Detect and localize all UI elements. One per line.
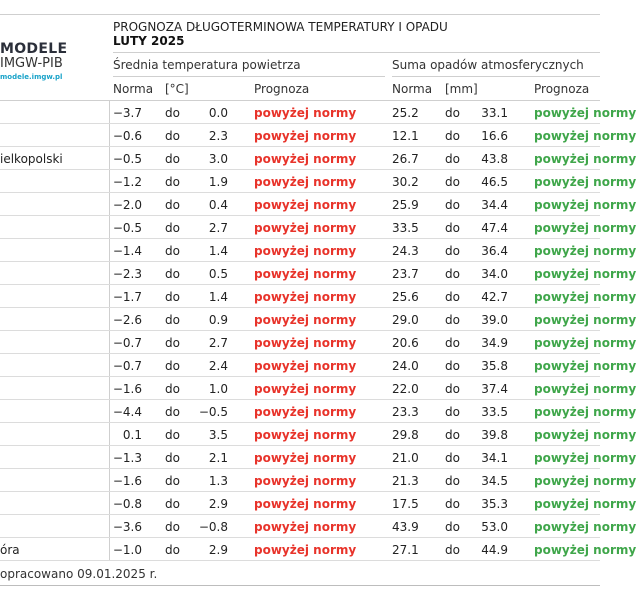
precip-range-separator: do xyxy=(445,198,460,212)
temp-range-separator: do xyxy=(165,106,180,120)
precip-norma-min: 22.0 xyxy=(392,382,419,396)
precip-range-separator: do xyxy=(445,313,460,327)
temp-forecast: powyżej normy xyxy=(254,106,357,120)
imgw-logo xyxy=(0,42,110,81)
temp-norma-header: Norma xyxy=(113,82,154,96)
precip-forecast: powyżej normy xyxy=(534,474,636,488)
table-row xyxy=(0,262,636,285)
precip-norma-min: 25.9 xyxy=(392,198,419,212)
table-row xyxy=(0,285,636,308)
precip-forecast: powyżej normy xyxy=(534,428,636,442)
precip-forecast: powyżej normy xyxy=(534,520,636,534)
temp-range-separator: do xyxy=(165,382,180,396)
precip-norma-min: 25.6 xyxy=(392,290,419,304)
table-row xyxy=(0,170,636,193)
temp-forecast: powyżej normy xyxy=(254,244,357,258)
precip-norma-max: 34.0 xyxy=(481,267,508,281)
precip-range-separator: do xyxy=(445,106,460,120)
temp-forecast: powyżej normy xyxy=(254,497,357,511)
temp-forecast: powyżej normy xyxy=(254,129,357,143)
temp-norma-max: 0.4 xyxy=(208,198,228,212)
temp-forecast: powyżej normy xyxy=(254,520,357,534)
precip-range-separator: do xyxy=(445,336,460,350)
page-subtitle-month: LUTY 2025 xyxy=(113,34,185,48)
temperature-section-rule xyxy=(113,76,385,77)
temp-forecast: powyżej normy xyxy=(254,175,357,189)
region-name: ielkopolski xyxy=(0,152,63,166)
temp-norma-min: −3.6 xyxy=(112,520,142,534)
precip-forecast: powyżej normy xyxy=(534,451,636,465)
precip-norma-min: 21.3 xyxy=(392,474,419,488)
table-row xyxy=(0,124,636,147)
temp-range-separator: do xyxy=(165,290,180,304)
top-rule xyxy=(0,14,600,15)
precip-norma-min: 20.6 xyxy=(392,336,419,350)
temp-norma-min: 0.1 xyxy=(122,428,142,442)
temp-range-separator: do xyxy=(165,497,180,511)
temp-range-separator: do xyxy=(165,129,180,143)
temp-norma-min: −2.6 xyxy=(112,313,142,327)
precip-range-separator: do xyxy=(445,543,460,557)
precip-norma-max: 35.3 xyxy=(481,497,508,511)
precip-range-separator: do xyxy=(445,451,460,465)
temp-norma-min: −3.7 xyxy=(112,106,142,120)
logo-subtitle: IMGW-PIB xyxy=(0,56,63,71)
temp-norma-max: 0.0 xyxy=(208,106,228,120)
table-row xyxy=(0,239,636,262)
precip-norma-min: 43.9 xyxy=(392,520,419,534)
precip-range-separator: do xyxy=(445,152,460,166)
precip-norma-max: 36.4 xyxy=(481,244,508,258)
temp-norma-min: −1.4 xyxy=(112,244,142,258)
precip-range-separator: do xyxy=(445,520,460,534)
temp-forecast: powyżej normy xyxy=(254,152,357,166)
temp-forecast: powyżej normy xyxy=(254,313,357,327)
precip-norma-max: 33.1 xyxy=(481,106,508,120)
temp-norma-max: 3.0 xyxy=(208,152,228,166)
temp-range-separator: do xyxy=(165,428,180,442)
temp-norma-max: 0.5 xyxy=(208,267,228,281)
precip-norma-max: 42.7 xyxy=(481,290,508,304)
temp-norma-min: −0.5 xyxy=(112,152,142,166)
precip-norma-min: 33.5 xyxy=(392,221,419,235)
temp-norma-max: 2.7 xyxy=(208,221,228,235)
temp-forecast: powyżej normy xyxy=(254,428,357,442)
temp-norma-max: 2.9 xyxy=(208,543,228,557)
temp-norma-min: −0.8 xyxy=(112,497,142,511)
temp-range-separator: do xyxy=(165,336,180,350)
table-row xyxy=(0,308,636,331)
forecast-table-body xyxy=(0,101,636,561)
precip-forecast: powyżej normy xyxy=(534,382,636,396)
temp-forecast: powyżej normy xyxy=(254,382,357,396)
temp-norma-max: 1.0 xyxy=(208,382,228,396)
temp-norma-min: −0.7 xyxy=(112,359,142,373)
temp-range-separator: do xyxy=(165,520,180,534)
table-row xyxy=(0,423,636,446)
temp-forecast: powyżej normy xyxy=(254,405,357,419)
temp-norma-max: 3.5 xyxy=(208,428,228,442)
region-name: óra xyxy=(0,543,20,557)
precip-norma-max: 16.6 xyxy=(481,129,508,143)
table-row xyxy=(0,216,636,239)
table-row xyxy=(0,354,636,377)
table-row xyxy=(0,515,636,538)
precip-norma-min: 12.1 xyxy=(392,129,419,143)
temperature-section-title: Średnia temperatura powietrza xyxy=(113,58,301,72)
temp-norma-min: −1.6 xyxy=(112,474,142,488)
precip-forecast: powyżej normy xyxy=(534,198,636,212)
precip-norma-max: 37.4 xyxy=(481,382,508,396)
table-row xyxy=(0,377,636,400)
precip-norma-min: 23.7 xyxy=(392,267,419,281)
precip-range-separator: do xyxy=(445,359,460,373)
temp-norma-max: 2.7 xyxy=(208,336,228,350)
table-row xyxy=(0,101,636,124)
precip-forecast: powyżej normy xyxy=(534,244,636,258)
temp-norma-min: −0.6 xyxy=(112,129,142,143)
precip-norma-min: 24.0 xyxy=(392,359,419,373)
temp-forecast: powyżej normy xyxy=(254,336,357,350)
precip-forecast: powyżej normy xyxy=(534,313,636,327)
temp-forecast: powyżej normy xyxy=(254,290,357,304)
temp-norma-max: 0.9 xyxy=(208,313,228,327)
temp-norma-max: 1.4 xyxy=(208,244,228,258)
table-row xyxy=(0,147,636,170)
precip-norma-min: 30.2 xyxy=(392,175,419,189)
precip-forecast: powyżej normy xyxy=(534,129,636,143)
temp-forecast: powyżej normy xyxy=(254,198,357,212)
table-row xyxy=(0,492,636,515)
precip-norma-max: 39.0 xyxy=(481,313,508,327)
logo-url: modele.imgw.pl xyxy=(0,73,63,81)
temp-forecast: powyżej normy xyxy=(254,221,357,235)
temp-norma-min: −0.7 xyxy=(112,336,142,350)
precip-forecast: powyżej normy xyxy=(534,267,636,281)
precip-norma-min: 27.1 xyxy=(392,543,419,557)
precip-norma-min: 21.0 xyxy=(392,451,419,465)
precip-norma-min: 29.0 xyxy=(392,313,419,327)
precip-norma-max: 33.5 xyxy=(481,405,508,419)
temp-range-separator: do xyxy=(165,175,180,189)
logo-brand: MODELE xyxy=(0,41,68,57)
temp-norma-max: 2.3 xyxy=(208,129,228,143)
precip-prognoza-header: Prognoza xyxy=(534,82,590,96)
temp-range-separator: do xyxy=(165,405,180,419)
precip-range-separator: do xyxy=(445,497,460,511)
temp-norma-min: −4.4 xyxy=(112,405,142,419)
temp-range-separator: do xyxy=(165,451,180,465)
table-row xyxy=(0,469,636,492)
page-title: PROGNOZA DŁUGOTERMINOWA TEMPERATURY I OPADU xyxy=(113,20,448,34)
table-row xyxy=(0,193,636,216)
temp-range-separator: do xyxy=(165,244,180,258)
precip-norma-max: 35.8 xyxy=(481,359,508,373)
precip-forecast: powyżej normy xyxy=(534,175,636,189)
temp-range-separator: do xyxy=(165,267,180,281)
precip-norma-max: 53.0 xyxy=(481,520,508,534)
temp-norma-max: 1.4 xyxy=(208,290,228,304)
temp-range-separator: do xyxy=(165,313,180,327)
precip-norma-max: 34.1 xyxy=(481,451,508,465)
temp-norma-min: −1.7 xyxy=(112,290,142,304)
temp-range-separator: do xyxy=(165,221,180,235)
precip-norma-max: 39.8 xyxy=(481,428,508,442)
precip-norma-max: 44.9 xyxy=(481,543,508,557)
precip-range-separator: do xyxy=(445,175,460,189)
precip-norma-max: 47.4 xyxy=(481,221,508,235)
temp-norma-min: −1.2 xyxy=(112,175,142,189)
precip-range-separator: do xyxy=(445,129,460,143)
precip-range-separator: do xyxy=(445,244,460,258)
temp-forecast: powyżej normy xyxy=(254,474,357,488)
precip-range-separator: do xyxy=(445,382,460,396)
table-row xyxy=(0,446,636,469)
precip-forecast: powyżej normy xyxy=(534,405,636,419)
temp-norma-min: −1.6 xyxy=(112,382,142,396)
temp-prognoza-header: Prognoza xyxy=(254,82,310,96)
precip-norma-max: 34.9 xyxy=(481,336,508,350)
temp-norma-min: −1.0 xyxy=(112,543,142,557)
precip-range-separator: do xyxy=(445,405,460,419)
precip-unit-header: [mm] xyxy=(445,82,478,96)
temp-forecast: powyżej normy xyxy=(254,359,357,373)
temp-range-separator: do xyxy=(165,474,180,488)
footer-note: opracowano 09.01.2025 r. xyxy=(0,567,158,581)
temp-range-separator: do xyxy=(165,543,180,557)
precip-norma-min: 17.5 xyxy=(392,497,419,511)
temp-norma-max: 1.9 xyxy=(208,175,228,189)
precip-forecast: powyżej normy xyxy=(534,106,636,120)
precip-forecast: powyżej normy xyxy=(534,221,636,235)
precip-section-rule xyxy=(392,76,600,77)
temp-norma-max: 2.1 xyxy=(208,451,228,465)
temp-norma-min: −1.3 xyxy=(112,451,142,465)
temp-norma-min: −0.5 xyxy=(112,221,142,235)
precip-section-title: Suma opadów atmosferycznych xyxy=(392,58,584,72)
precip-norma-min: 25.2 xyxy=(392,106,419,120)
table-row xyxy=(0,400,636,423)
temp-norma-max: −0.8 xyxy=(198,520,228,534)
precip-range-separator: do xyxy=(445,267,460,281)
temp-norma-max: −0.5 xyxy=(198,405,228,419)
precip-forecast: powyżej normy xyxy=(534,543,636,557)
precip-forecast: powyżej normy xyxy=(534,497,636,511)
temp-norma-min: −2.3 xyxy=(112,267,142,281)
precip-forecast: powyżej normy xyxy=(534,359,636,373)
precip-norma-min: 26.7 xyxy=(392,152,419,166)
temp-norma-max: 2.4 xyxy=(208,359,228,373)
table-row xyxy=(0,538,636,561)
precip-forecast: powyżej normy xyxy=(534,336,636,350)
temp-range-separator: do xyxy=(165,359,180,373)
temp-range-separator: do xyxy=(165,152,180,166)
temp-forecast: powyżej normy xyxy=(254,267,357,281)
precip-norma-max: 34.4 xyxy=(481,198,508,212)
precip-norma-min: 23.3 xyxy=(392,405,419,419)
precip-range-separator: do xyxy=(445,474,460,488)
table-row xyxy=(0,331,636,354)
temp-forecast: powyżej normy xyxy=(254,543,357,557)
precip-norma-header: Norma xyxy=(392,82,433,96)
precip-forecast: powyżej normy xyxy=(534,152,636,166)
temp-unit-header: [°C] xyxy=(165,82,189,96)
precip-forecast: powyżej normy xyxy=(534,290,636,304)
bottom-rule xyxy=(0,585,600,586)
precip-range-separator: do xyxy=(445,428,460,442)
temp-forecast: powyżej normy xyxy=(254,451,357,465)
precip-norma-max: 46.5 xyxy=(481,175,508,189)
precip-range-separator: do xyxy=(445,221,460,235)
precip-norma-max: 34.5 xyxy=(481,474,508,488)
temp-norma-max: 2.9 xyxy=(208,497,228,511)
precip-norma-min: 29.8 xyxy=(392,428,419,442)
precip-range-separator: do xyxy=(445,290,460,304)
precip-norma-max: 43.8 xyxy=(481,152,508,166)
temp-range-separator: do xyxy=(165,198,180,212)
temp-norma-max: 1.3 xyxy=(208,474,228,488)
header-rule xyxy=(113,52,600,53)
precip-norma-min: 24.3 xyxy=(392,244,419,258)
temp-norma-min: −2.0 xyxy=(112,198,142,212)
